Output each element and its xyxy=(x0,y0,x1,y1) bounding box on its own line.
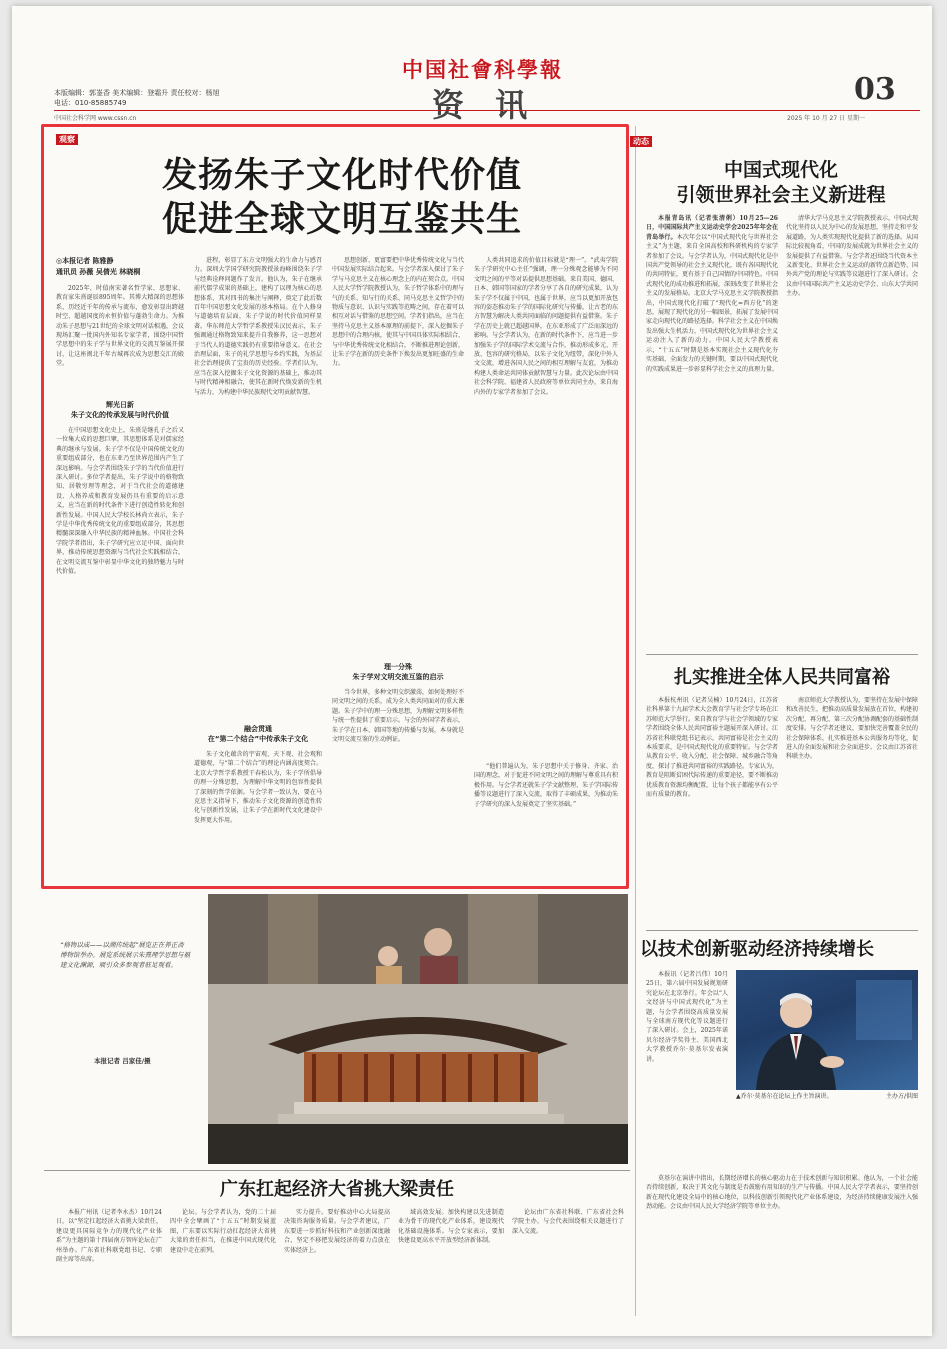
exhibition-photo xyxy=(208,894,628,1164)
newspaper-page xyxy=(12,6,932,1336)
right-top-col-2: 清华大学马克思主义学院教授表示，中国式现代化坚持以人民为中心的发展思想，坚持走和平发展道路，为人类实现现代化提供了新的选择。从国际比较视角看，中国的发展成就为世界社会主义的发展提供了有益借鉴。与会学者还围绕当代资本主义新变化、世界社会主义运动的新特点新趋势、国外共产党的理论与实践等议题进行了深入研讨。会议由中国国际共产主义运动史学会、山东大学共同主办。 xyxy=(786,215,918,298)
right-mid-bottom-rule xyxy=(646,930,918,931)
bottom-col-3: 实力提升。要好推动中心大局提高决策咨询服务质量。与会学者建议，广东要进一步抓好科技和产业创新深度融合，坚定不移把发展经济的着力点放在实体经济上。 xyxy=(284,1209,390,1254)
lead-subhead-2a: 融会贯通 xyxy=(244,725,272,733)
bottom-col-5: 论坛由广东省社科联、广东省社会科学院主办，与会代表围绕相关议题进行了深入交流。 xyxy=(512,1209,624,1235)
credits-line-2: 电话：010-85885749 xyxy=(54,99,127,107)
lead-subhead-2 xyxy=(194,724,322,744)
bottom-top-rule xyxy=(44,1170,630,1171)
section-title: 资 讯 xyxy=(432,86,538,124)
lead-col-4: 人类共同追求的价值目标就是“理一”。“武夷学院朱子学研究中心主任”强调，理一分殊观念能够为不同文明之间的平等对话提供思想基础。来自美国、德国、日本、韩国等国家的学者分享了各自的研究成果，认为朱子学不仅属于中国，也属于世界，应当以更加开放包容的姿态推动朱子学的国际化研究与传播，让古老的东方智慧为解决人类共同面临的问题提供有益借鉴。朱子学在历史上就已超越国界，在东亚形成了广泛而深远的影响。与会学者认为，在新的时代条件下，应当进一步加强朱子学的国际学术交流与合作，推动形成多元、开放、包容的研究格局，以朱子文化为纽带，深化中外人文交流，增进各国人民之间的相互理解与友谊，为推动构建人类命运共同体贡献智慧与力量。此次论坛由中国社会科学院、福建省人民政府等单位共同主办，来自海内外的专家学者参加了会议。 xyxy=(474,257,618,396)
lead-subhead-1 xyxy=(56,400,184,420)
paper-name-logo: 中国社會科學報 xyxy=(402,57,563,82)
lead-col-3: 思想创新、更富要把中华优秀传统文化与当代中国发展实际结合起来。与会学者深入探讨了朱子学与马克思主义在核心理念上的内在契合点。中国人民大学哲学院教授认为，朱子哲学体系中的理与气的关系、知与行的关系，同马克思主义哲学中的物质与意识、认识与实践等范畴之间，存在着可以相互对话与借鉴的思想空间。学者们指出，应当在坚持马克思主义基本原理的前提下，深入挖掘朱子思想中的合理内核，使其与中国具体实际相结合、与中华优秀传统文化相结合，不断推进理论创新，让朱子学在新的历史条件下焕发出更加旺盛的生命力。 xyxy=(332,257,464,368)
right-top-tag: 动态 xyxy=(630,136,652,147)
column-separator xyxy=(635,126,636,1316)
speaker-photo-credit: 主办方/供图 xyxy=(885,1093,918,1100)
lead-subhead-1a: 辉光日新 xyxy=(106,401,134,409)
bottom-col-1: 本报广州讯（记者李永杰）10月24日，以“坚定扛起经济大省挑大梁责任，建设更具国际竞争力的现代化产业体系”为主题的第十四届南方智库论坛在广州举办。广东省社科联党组书记、专职副主席等出席。 xyxy=(56,1209,162,1264)
editorial-credits xyxy=(54,88,274,108)
website-line: 中国社会科学网 www.cssn.cn xyxy=(54,115,137,122)
page-number: 03 xyxy=(854,72,896,107)
right-top-col-1-text: 本次年会以“中国式现代化与世界社会主义”为主题，来自全国高校和科研机构的专家学者参加了会议。与会学者认为，中国式现代化是中国共产党领导的社会主义现代化，既有各国现代化的共同特征，更有基于自己国情的中国特色。中国式现代化的成功推进和拓展，深刻改变了世界社会主义的发展格局。北京大学马克思主义学院教授指出，中国式现代化打破了“现代化=西方化”的迷思，展现了现代化的另一幅图景，拓展了发展中国家走向现代化的路径选择。科学社会主义在中国焕发出强大生机活力，中国式现代化为世界社会主义运动注入了新的动力。中国人民大学教授表示，“十五五”时期是基本实现社会主义现代化夯实基础、全面发力的关键时期，要以中国式现代化的实践成果进一步彰显科学社会主义的真理力量。 xyxy=(646,233,778,373)
right-top-dateline: 本报青岛讯（记者张清俐）10月25—26日，中国国际共产主义运动史学会2025年年会在青岛举行。 xyxy=(646,215,778,241)
right-mid-col-2: 南京师范大学教授认为，要坚持在发展中保障和改善民生，把推动高质量发展放在首位，构建初次分配、再分配、第三次分配协调配套的基础性制度安排。与会学者还建议，要加快完善覆盖全民的社会保障体系，扎实推进基本公共服务均等化，促进人的全面发展和社会全面进步。会议由江苏省社科联主办。 xyxy=(786,697,918,761)
photo-credit: 本报记者 吕家佳/摄 xyxy=(94,1057,151,1065)
right-mid-col-1: 本报杭州讯（记者吴楠）10月24日，江苏省社科界第十九届学术大会教育学与社会学专场在江苏师范大学举行。来自教育学与社会学领域的专家学者围绕全体人民共同富裕主题展开深入研讨。江苏省社科联党组书记表示，共同富裕是社会主义的本质要求，是中国式现代化的重要特征。与会学者从教育公平、收入分配、社会保障、城乡融合等角度，探讨了推进共同富裕的实践路径。专家认为，教育是阻断贫困代际传递的重要途径，要不断推动优质教育资源均衡配置，让每个孩子都能享有公平而有质量的教育。 xyxy=(646,697,778,799)
right-bottom-col-2-top xyxy=(736,1104,918,1170)
right-mid-headline: 扎实推进全体人民共同富裕 xyxy=(674,667,890,688)
right-bottom-headline: 以技术创新驱动经济持续增长 xyxy=(640,939,874,960)
photo-caption: “格物以成——以溯传统起”展览正在养正斋博物馆举办。展览系统展示朱熹理学思想与福建文化渊源，吸引众多参观者驻足观看。 xyxy=(60,941,190,969)
right-bottom-col-1: 本报讯（记者吕伟）10月25日，第六届中国发展规划研究论坛在北京举行。年会以“人文经济与中国式现代化”为主题，与会学者围绕高质量发展与全球南方现代化等议题进行了深入研讨。会上，2025年诺贝尔经济学奖得主、美国西北大学教授乔尔·莫基尔发表演讲。 xyxy=(646,971,728,1063)
credits-line-1: 本版编辑：郭崟香 美术编辑：登霜升 责任校对：杨旭 xyxy=(54,89,220,97)
lead-col-1: 在中国思想文化史上，朱熹是继孔子之后又一位集大成的思想巨擘，其思想体系是对儒家经典的继承与发展。朱子学不仅是中国传统文化的重要组成部分，也在东亚乃至世界范围内产生了深远影响。与会学者围绕朱子学的当代价值进行深入研讨。多位学者提出，朱子学说中的格物致知、居敬穷理等理念，对于当代社会的道德建设、人格养成和教育发展仍具有重要的启示意义，应当在新的时代条件下进行创造性转化和创新性发展。中国人民大学校长林尚立表示，朱子学是中华优秀传统文化的重要组成部分，其思想精髓深深融入中华民族的精神血脉。中国社会科学院学者指出，朱子学研究应立足中国、面向世界，推动传统思想资源与当代社会实践相结合，在文明交流互鉴中彰显中华文化的独特魅力与时代价值。 xyxy=(56,427,184,576)
lead-subhead-1b: 朱子文化的传承发展与时代价值 xyxy=(71,411,169,419)
lead-col-4b: “他们普遍认为，朱子思想中关于修身、齐家、治国的理念，对于促进不同文明之间的理解与尊重具有积极作用。与会学者还就朱子学文献整理、朱子学国际传播等议题进行了深入交流，取得了丰硕成果，为推动朱子学研究的深入发展奠定了坚实基础。” xyxy=(474,763,618,808)
right-top-headline xyxy=(646,158,916,208)
lead-subhead-3a: 理一分殊 xyxy=(384,663,412,671)
lead-headline-line-1: 发扬朱子文化时代价值 xyxy=(162,156,523,196)
lead-subhead-3b: 朱子学对文明交流互鉴的启示 xyxy=(352,673,444,681)
lead-headline xyxy=(162,154,522,242)
lead-byline-2: 通讯员 孙薇 吴倩光 林晓桐 xyxy=(56,268,141,276)
right-top-headline-2: 引领世界社会主义新进程 xyxy=(676,184,886,206)
photo-caption-block xyxy=(44,896,204,1096)
right-top-headline-1: 中国式现代化 xyxy=(723,159,838,181)
right-top-bottom-rule xyxy=(646,654,918,655)
lead-tag: 观察 xyxy=(56,134,78,145)
bottom-col-4: 域高效发展。加快构建以先进制造业为骨干的现代化产业体系，建设现代化基础设施体系。与会专家表示，要加快建设更高水平开放型经济新体制。 xyxy=(398,1209,504,1245)
temple-model-icon xyxy=(208,894,628,1164)
speaker-photo xyxy=(736,970,918,1090)
date-line: 2025 年 10 月 27 日 星期一 xyxy=(787,115,865,122)
bottom-headline: 广东扛起经济大省挑大梁责任 xyxy=(220,1179,454,1200)
speaker-figure-icon xyxy=(736,970,918,1090)
masthead-rule xyxy=(54,110,920,111)
lead-subhead-2b: 在“第二个结合”中传承朱子文化 xyxy=(207,735,309,743)
lead-byline xyxy=(56,256,196,278)
lead-headline-line-2: 促进全球文明互鉴共生 xyxy=(162,200,523,240)
speaker-photo-caption: ▲乔尔·莫基尔在论坛上作主旨演讲。 xyxy=(736,1093,833,1100)
lead-col-2b: 朱子文化蕴含的宇宙观、天下观、社会观和道德观，与“第二个结合”的理论内涵高度契合。北京大学哲学系教授干春松认为，朱子学所倡导的理一分殊思想，为理解中华文明的包容性提供了深刻的哲学依据。与会学者一致认为，要在马克思主义指导下，推动朱子文化资源的创造性转化与创新性发展，让朱子学在新时代文化建设中发挥更大作用。 xyxy=(194,751,322,824)
right-top-col-1 xyxy=(646,214,778,646)
bottom-col-2: 论坛。与会学者认为，党的二十届四中全会擘画了“十五五”时期发展蓝图，广东要以实际行动扛起经济大省挑大梁的责任担当，在推进中国式现代化建设中走在前列。 xyxy=(170,1209,276,1254)
lead-col-3b: 当今世界，多种文明交织激荡，如何处理好不同文明之间的关系，成为全人类共同面对的重大课题。朱子学中的理一分殊思想，为理解文明多样性与统一性提供了重要启示。与会的外国学者表示，朱子学在日本、韩国等地的传播与发展，本身就是文明交流互鉴的生动例证。 xyxy=(332,689,464,744)
lead-col-2: 进程，彰显了东方文明强大的生命力与感召力。深圳大学国学研究院教授景海峰围绕朱子学与经典诠释问题作了发言。他认为，朱子在继承前代儒学成果的基础上，建构了以理为核心的思想体系，其对四书的集注与阐释，奠定了此后数百年中国思想文化发展的基本格局。在个人修身与道德培育层面，朱子学说的时代价值同样显著。华东师范大学哲学系教授朱汉民表示，朱子强调通过格物致知来提升自我修养，这一思想对于当代人的道德实践仍有重要指导意义。在社会治理层面，朱子的礼学思想与乡约实践，为基层社会治理提供了宝贵的历史经验。学者们认为，应当在深入挖掘朱子文化资源的基础上，推动其与时代精神相融合，使其在新时代焕发新的生机与活力，为构建中华民族现代文明贡献智慧。 xyxy=(194,257,322,396)
right-bottom-col-2: 莫基尔在演讲中指出，长期经济增长的核心驱动力在于技术创新与知识积累。他认为，一个社会能否持续创新，取决于其文化与制度是否鼓励有用知识的生产与传播。中国人民大学学者表示，要坚持创新在现代化建设全局中的核心地位，以科技创新引领现代化产业体系建设，为经济持续健康发展注入强劲动能。会议由中国人民大学经济学院等单位主办。 xyxy=(646,1175,918,1211)
lead-subhead-3 xyxy=(332,662,464,682)
lead-byline-1: ◎本报记者 陈雅静 xyxy=(56,257,114,265)
lead-intro: 2025年，时值南宋著名哲学家、思想家、教育家朱熹诞辰895周年。其博大精深的思想体系，历经近千年的传承与流布，愈发彰显出跨越时空、超越国度的永恒价值与蓬勃生命力。为推动朱子思想与21世纪的全球文明对话相遇，会议现场汇聚一批国内外知名专家学者，围绕中国哲学思想中的朱子学与世界文化的交流互鉴展开探讨，让这座闽北千年古城再次成为思想交汇的殿堂。 xyxy=(56,285,184,368)
